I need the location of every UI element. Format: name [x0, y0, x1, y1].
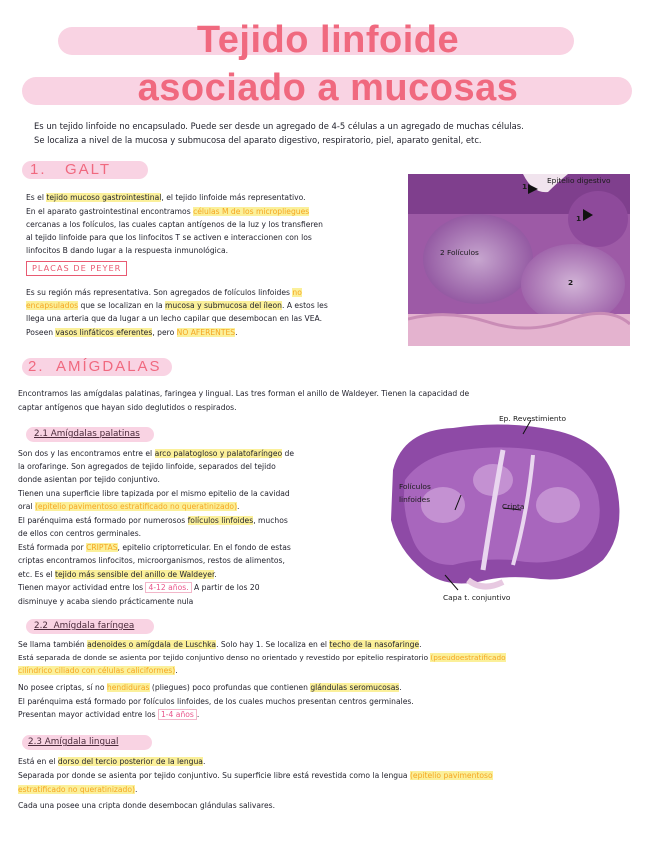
amigdalas-intro-1: Encontramos las amígdalas palatinas, faringea y lingual. Las tres forman el anillo de Waldeyer. Tienen la capacidad de: [18, 389, 470, 398]
text-run: .: [175, 666, 178, 675]
highlight-text: 1-4 años: [158, 709, 197, 720]
text-run: Poseen: [26, 328, 56, 337]
label-cripta: Cripta: [502, 502, 525, 511]
page-title-line-1: Tejido linfoide: [196, 19, 460, 61]
text-run: Está en el: [18, 757, 58, 766]
text-run: (pliegues) poco profundas que contienen: [149, 683, 311, 692]
highlight-text: mucosa y submucosa del íleon: [165, 301, 282, 310]
text-run: .: [135, 785, 138, 794]
label-n1b: 1: [576, 214, 582, 223]
palatinas-l7: de ellos con centros germinales.: [18, 529, 142, 538]
label-ep-revestimiento: Ep. Revestimiento: [499, 414, 567, 423]
palatinas-l5: [18, 500, 378, 513]
label-capa: Capa t. conjuntivo: [443, 593, 511, 602]
palatinas-l10: [18, 568, 378, 581]
faringea-l4: [18, 681, 638, 694]
lingual-l3: [18, 783, 638, 796]
highlight-text: NO AFERENTES: [176, 328, 236, 337]
label-foliculos-1: Folículos: [399, 482, 431, 491]
amigdalas-intro-2: captar antígenos que hayan sido deglutidos o respirados.: [18, 403, 237, 412]
label-foliculos: 2 Folículos: [440, 248, 479, 257]
intro-line-1: Es un tejido linfoide no encapsulado. Puede ser desde un agregado de 4-5 células a un agregado de muchas células.: [34, 121, 524, 131]
palatinas-l4: Tienen una superficie libre tapizada por el mismo epitelio de la cavidad: [18, 489, 290, 498]
galt-p3-line4: [26, 326, 406, 339]
text-run: .: [235, 328, 238, 337]
lingual-l2: [18, 769, 648, 782]
galt-header: 1. GALT: [30, 161, 112, 178]
highlight-text: tejido más sensible del anillo de Waldeyer: [55, 570, 215, 579]
label-foliculos-2: linfoides: [399, 495, 431, 504]
galt-histology-svg: [408, 174, 630, 346]
text-run: . Solo hay 1. Se localiza en el: [216, 640, 330, 649]
palatinas-l1: [18, 447, 378, 460]
highlight-text: (pseudoestratificado: [430, 653, 506, 662]
tonsil-histology-image: [383, 410, 639, 610]
text-run: En el aparato gastrointestinal encontramos: [26, 207, 194, 216]
intro-line-2: Se localiza a nivel de la mucosa y submucosa del aparato digestivo, respiratorio, piel, aparato genital, etc.: [34, 135, 482, 145]
faringea-l1: [18, 638, 638, 651]
text-run: El parénquima está formado por numerosos: [18, 516, 188, 525]
palatinas-l11: [18, 581, 378, 594]
palatinas-l8: [18, 541, 378, 554]
highlight-text: adenoides o amígdala de Luschka: [87, 640, 217, 649]
highlight-text: hendiduras: [106, 683, 150, 692]
text-run: Es su región más representativa. Son agregados de folículos linfoides: [26, 288, 293, 297]
faringea-l3: [18, 664, 638, 677]
text-run: No posee criptas, sí no: [18, 683, 107, 692]
palatinas-l3: donde asientan por tejido conjuntivo.: [18, 475, 160, 484]
text-run: .: [202, 757, 206, 766]
highlight-text: folículos linfoides: [187, 516, 254, 525]
text-run: Presentan mayor actividad entre los: [18, 710, 158, 719]
text-run: que se localizan en la: [78, 301, 166, 310]
text-run: Está separada de donde se asienta por tejido conjuntivo denso no orientado y revestido por epitelio respiratorio: [18, 653, 431, 662]
text-run: Tienen mayor actividad entre los: [18, 583, 146, 592]
text-run: .: [399, 683, 402, 692]
faringea-l5: El parénquima está formado por folículos linfoides, de los cuales muchos presentan centros germinales.: [18, 697, 414, 706]
galt-p3-line2: [26, 299, 406, 312]
text-run: Es el: [26, 193, 47, 202]
highlight-text: techo de la nasofaringe: [329, 640, 420, 649]
text-run: . A estos les: [282, 301, 328, 310]
label-epitelio: Epitelio digestivo: [547, 176, 611, 185]
galt-p2-line1: [26, 205, 396, 218]
palatinas-l2: la orofaringe. Son agregados de tejido linfoide, separados del tejido: [18, 462, 276, 471]
text-run: .: [419, 640, 422, 649]
palatinas-header: 2.1 Amígdalas palatinas: [34, 429, 140, 439]
palatinas-l9: criptas encontramos linfocitos, microorganismos, restos de alimentos,: [18, 556, 285, 565]
text-run: Está formada por: [18, 543, 87, 552]
galt-p2-line3: al tejido linfoide para que los linfocitos T se activen e interaccionen con los: [26, 233, 312, 242]
highlight-text: encapsulados: [26, 301, 79, 310]
lingual-header: 2.3 Amígdala lingual: [28, 737, 119, 747]
highlight-text: arco palatogloso y palatofaríngeo: [154, 449, 283, 458]
highlight-text: no: [292, 288, 302, 297]
highlight-text: cilíndrico ciliado con células caliciformes): [18, 666, 176, 675]
text-run: Son dos y las encontramos entre el: [18, 449, 155, 458]
galt-p2-line2: cercanas a los folículos, las cuales captan antígenos de la luz y los transfieren: [26, 220, 323, 229]
text-run: .: [214, 570, 217, 579]
highlight-text: vasos linfáticos eferentes: [55, 328, 153, 337]
text-run: A partir de los 20: [191, 583, 260, 592]
lingual-l1: [18, 755, 638, 768]
text-run: Se llama también: [18, 640, 88, 649]
text-run: , el tejido linfoide más representativo.: [161, 193, 306, 202]
highlight-text: (epitelio pavimentoso: [409, 771, 493, 780]
galt-p3-line3: llega una arteria que da lugar a un lecho capilar que desembocan en las VEA.: [26, 314, 322, 323]
text-run: .: [237, 502, 240, 511]
highlight-text: dorso del tercio posterior de la lengua: [57, 757, 203, 766]
lingual-l4: Cada una posee una cripta donde desembocan glándulas salivares.: [18, 801, 276, 810]
galt-p2-line4: linfocitos B dando lugar a la respuesta inmunológica.: [26, 246, 229, 255]
text-run: , pero: [152, 328, 177, 337]
text-run: Separada por donde se asienta por tejido conjuntivo. Su superficie libre está revestida como la lengua: [18, 771, 410, 780]
highlight-text: glándulas seromucosas: [310, 683, 400, 692]
page-title-line-2: asociado a mucosas: [137, 67, 519, 109]
faringea-l2: [18, 651, 648, 664]
label-n2: 2: [568, 278, 574, 287]
highlight-text: tejido mucoso gastrointestinal: [46, 193, 162, 202]
highlight-text: 4-12 años.: [145, 582, 191, 593]
text-run: , epitelio criptorreticular. En el fondo de estas: [117, 543, 291, 552]
galt-histology-image: [408, 174, 630, 346]
amigdalas-header: 2. AMÍGDALAS: [28, 358, 162, 375]
palatinas-l6: [18, 514, 378, 527]
text-run: etc. Es el: [18, 570, 56, 579]
highlight-text: (epitelio pavimentoso estratificado no queratinizado): [34, 502, 238, 511]
peyer-box: PLACAS DE PEYER: [26, 261, 127, 276]
text-run: , muchos: [253, 516, 288, 525]
galt-p3-line1: [26, 286, 406, 299]
label-n1a: 1: [522, 182, 528, 191]
text-run: oral: [18, 502, 35, 511]
faringea-l6: [18, 708, 638, 721]
highlight-text: estratificado no queratinizado): [18, 785, 135, 794]
palatinas-l12: disminuye y acaba siendo prácticamente nula: [18, 597, 194, 606]
galt-p1: [26, 191, 396, 204]
text-run: .: [196, 710, 200, 719]
text-run: de: [282, 449, 295, 458]
highlight-text: células M de los micropliegues: [193, 207, 310, 216]
faringea-header: 2.2 Amígdala faríngea: [34, 621, 135, 631]
highlight-text: CRIPTAS: [86, 543, 118, 552]
